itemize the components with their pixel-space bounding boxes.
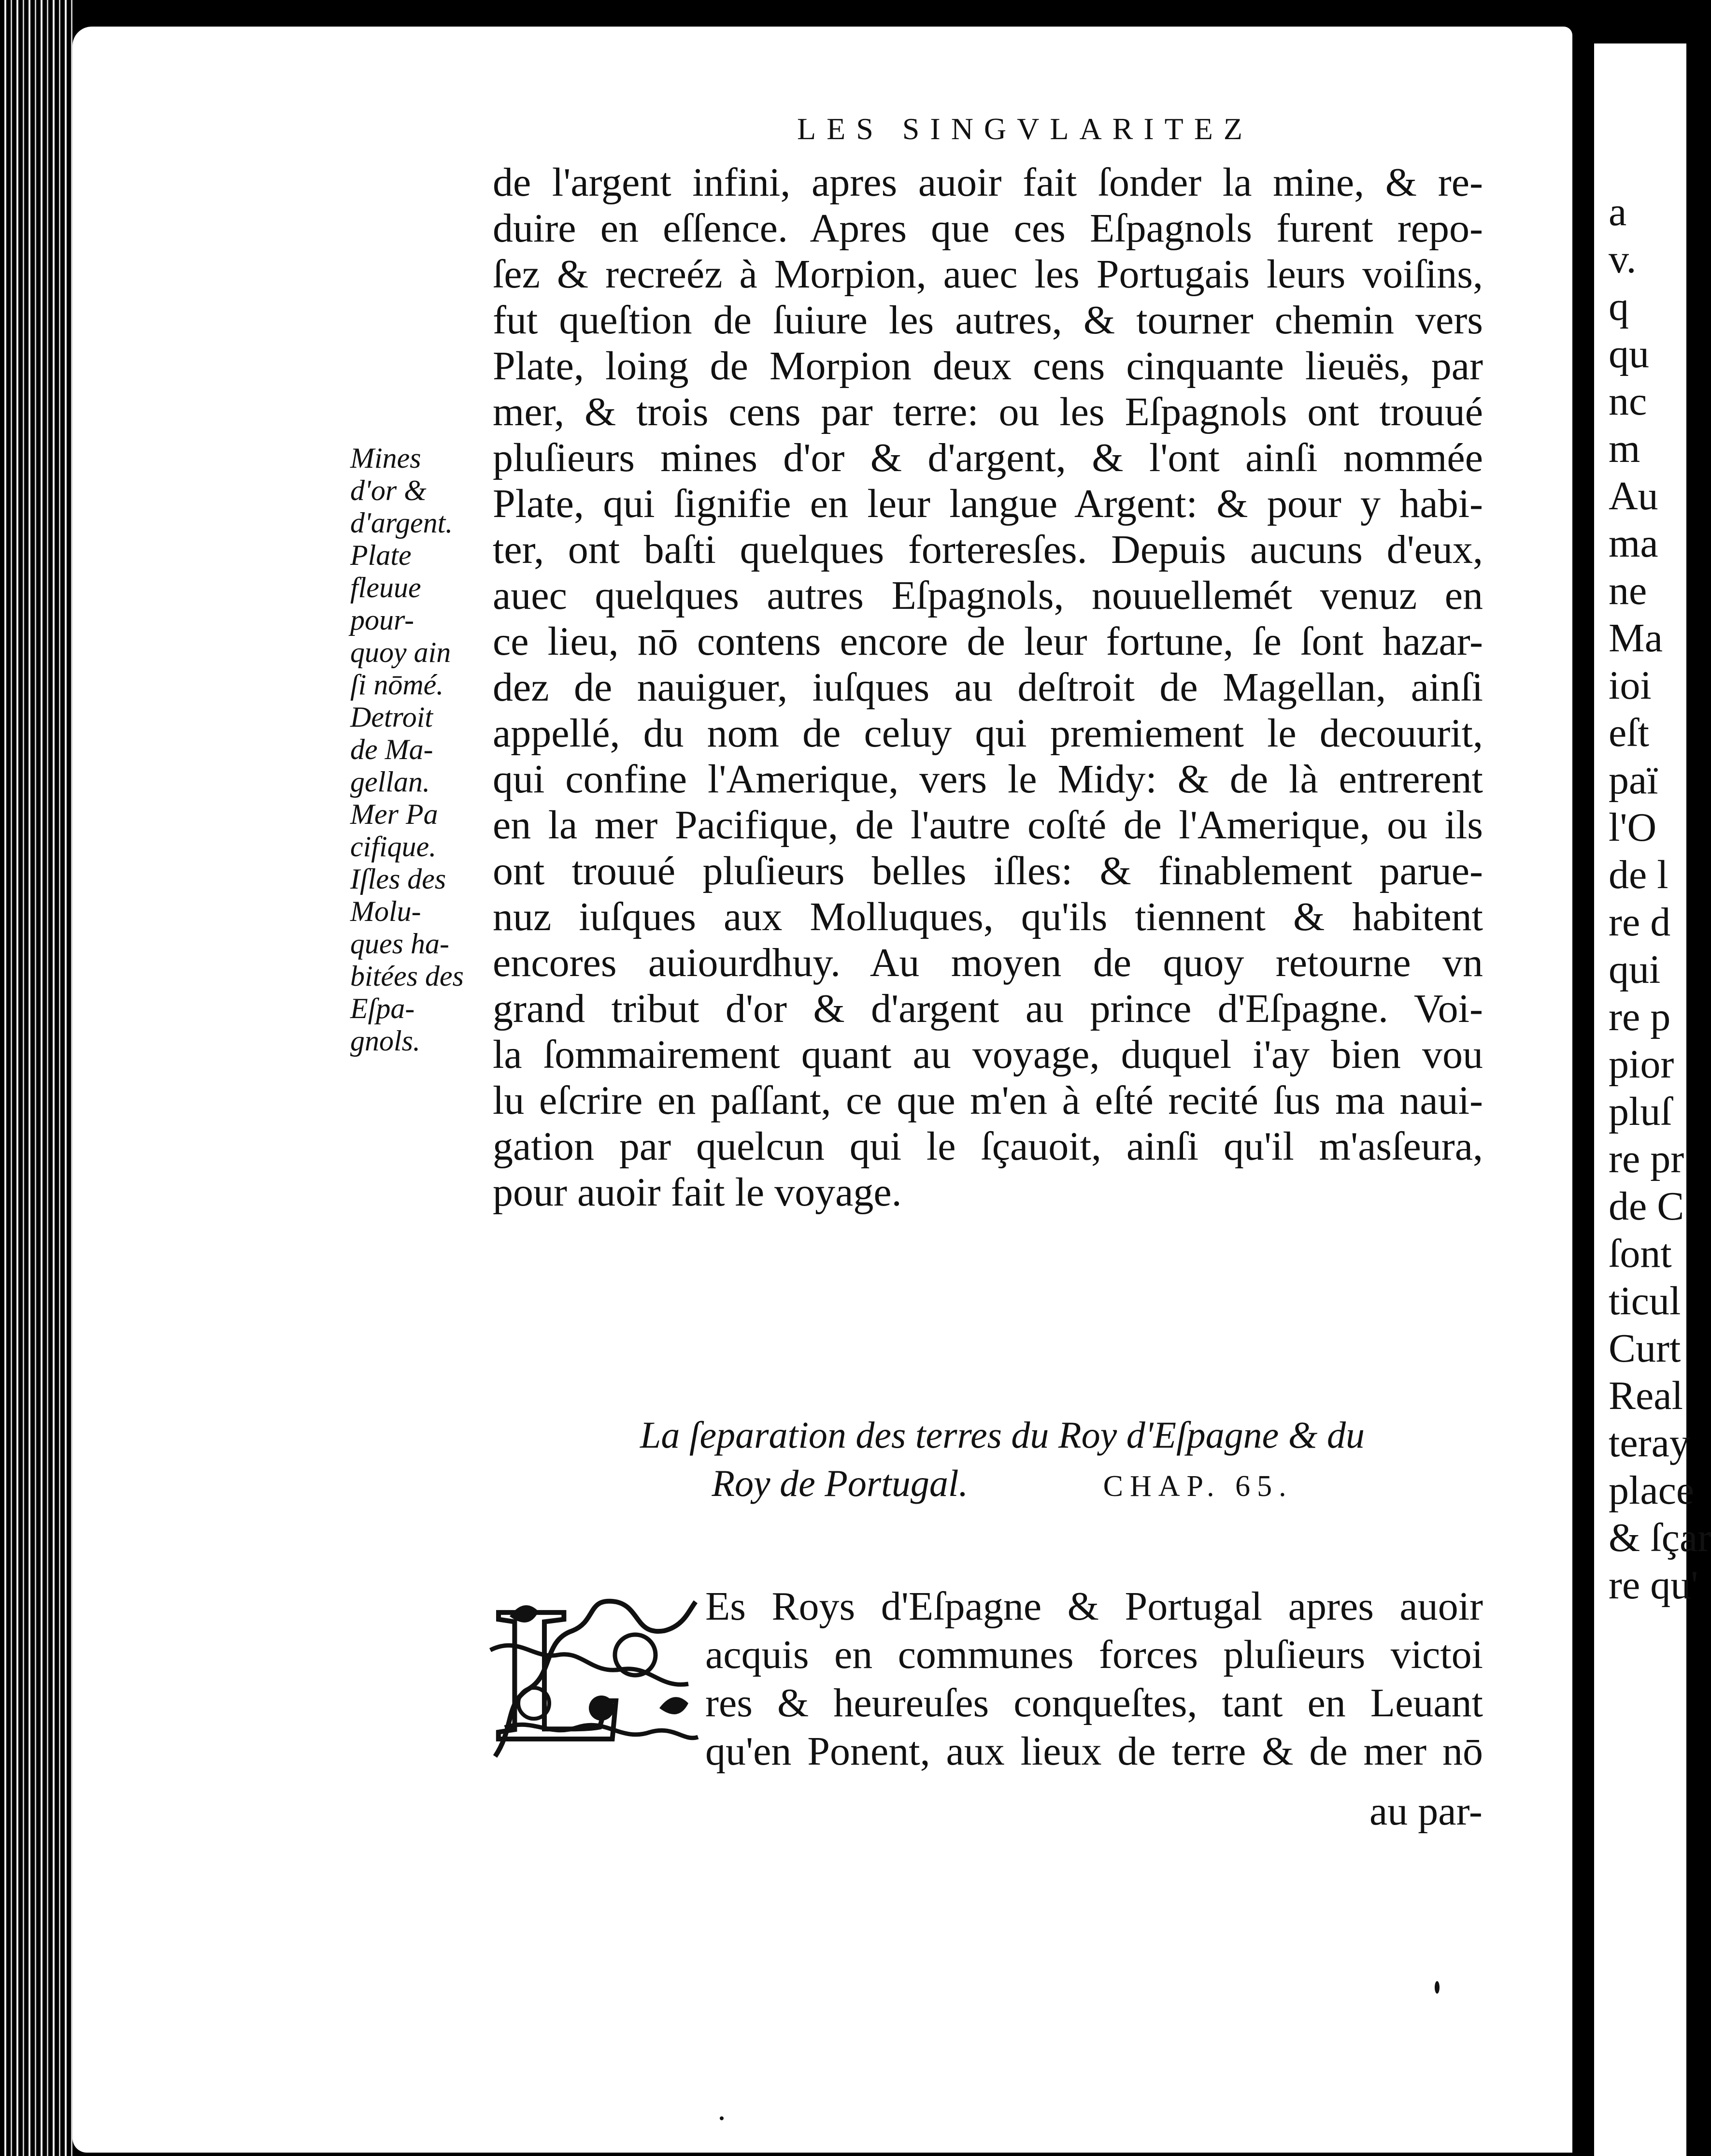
fragment-line: Real xyxy=(1609,1373,1683,1418)
fragment-line: Ma xyxy=(1609,616,1663,661)
right-page-text xyxy=(1594,43,1711,1609)
fragment-line: place xyxy=(1609,1468,1695,1513)
fragment-line: eſt xyxy=(1609,710,1649,755)
fragment-line: qu xyxy=(1609,331,1649,376)
text-line: ce lieu, nō contens encore de leur fortune, ſe ſont hazar- xyxy=(493,619,1483,664)
fragment-line: paï xyxy=(1609,758,1658,803)
fragment-line: a xyxy=(1609,189,1627,234)
text-line: pour auoir fait le voyage. xyxy=(493,1170,902,1215)
margin-note-line: bitées des xyxy=(350,960,464,992)
margin-note-line: cifique. xyxy=(350,831,437,862)
fragment-line: re qu' xyxy=(1609,1563,1698,1608)
margin-note-line: de Ma- xyxy=(350,733,433,765)
margin-note-line: Plate xyxy=(350,539,412,571)
text-line: mer, & trois cens par terre: ou les Eſpagnols ont trouué xyxy=(493,389,1483,434)
right-page-edge xyxy=(1594,43,1711,2156)
fragment-line: m xyxy=(1609,426,1640,471)
text-line: qu'en Ponent, aux lieux de terre & de mer nō xyxy=(705,1729,1483,1774)
catchword: au par- xyxy=(1369,1789,1483,1834)
book-gutter xyxy=(0,0,72,2156)
fragment-line: pluſ xyxy=(1609,1089,1672,1134)
margin-note-line: Mines xyxy=(350,442,421,474)
fragment-line: q xyxy=(1609,284,1629,329)
margin-note-line: gnols. xyxy=(350,1025,421,1057)
text-line: la ſommairement quant au voyage, duquel i'ay bien vou xyxy=(493,1032,1483,1077)
chapter-number: CHAP. 65. xyxy=(1103,1470,1293,1503)
text-line: lu eſcrire en paſſant, ce que m'en à eſté recité ſus ma naui- xyxy=(493,1078,1483,1123)
text-line: Plate, qui ſignifie en leur langue Argent: & pour y habi- xyxy=(493,481,1483,526)
margin-note-line: Iſles des xyxy=(350,863,446,895)
margin-note-line: Molu- xyxy=(350,895,421,927)
margin-notes xyxy=(350,442,490,1057)
fragment-line: ticul xyxy=(1609,1279,1681,1323)
text-line: ont trouué pluſieurs belles iſles: & finablement parue- xyxy=(493,848,1483,893)
text-line: ſez & recreéz à Morpion, auec les Portugais leurs voiſins, xyxy=(493,252,1483,297)
text-line: acquis en communes forces pluſieurs victoi xyxy=(705,1632,1483,1677)
fragment-line: Au xyxy=(1609,474,1658,518)
margin-note-line: gellan. xyxy=(350,766,430,798)
main-text xyxy=(493,159,1483,1215)
text-line: en la mer Pacifique, de l'autre coſté de l'Amerique, ou ils xyxy=(493,803,1483,848)
text-line: appellé, du nom de celuy qui premiement le decouurit, xyxy=(493,711,1483,756)
text-line: res & heureuſes conqueſtes, tant en Leuant xyxy=(705,1681,1483,1725)
text-line: qui confine l'Amerique, vers le Midy: & de là entrerent xyxy=(493,757,1483,802)
fragment-line: qui xyxy=(1609,947,1661,992)
margin-note-line: d'or & xyxy=(350,474,427,506)
fragment-line: v. xyxy=(1609,237,1637,282)
text-line: fut queſtion de ſuiure les autres, & tourner chemin vers xyxy=(493,298,1483,343)
margin-note-line: d'argent. xyxy=(350,507,453,539)
text-line: nuz iuſques aux Molluques, qu'ils tiennent & habitent xyxy=(493,894,1483,939)
fragment-line: de l xyxy=(1609,852,1668,897)
fragment-line: teray xyxy=(1609,1421,1690,1466)
fragment-line: l'O xyxy=(1609,805,1657,850)
margin-note-line: Detroit xyxy=(350,701,433,733)
chapter-title-line-2: Roy de Portugal. xyxy=(712,1462,969,1504)
text-line: dez de nauiguer, iuſques au deſtroit de Magellan, ainſi xyxy=(493,665,1483,710)
chapter-title-line-1: La ſeparation des terres du Roy d'Eſpagne & du xyxy=(640,1414,1365,1456)
fragment-line: pior xyxy=(1609,1042,1674,1087)
dropcap-letter: L xyxy=(495,1567,624,1781)
ink-spot xyxy=(1435,1981,1440,1994)
ink-spot xyxy=(720,2116,724,2120)
margin-note-line: ſi nōmé. xyxy=(350,669,444,701)
fragment-line: ne xyxy=(1609,568,1647,613)
fragment-line: Curt xyxy=(1609,1326,1681,1371)
fragment-line: nc xyxy=(1609,379,1647,424)
margin-note-line: Eſpa- xyxy=(350,992,415,1024)
margin-note-line: Mer Pa xyxy=(350,798,438,830)
fragment-line: re d xyxy=(1609,900,1671,945)
text-line: de l'argent infini, apres auoir fait ſonder la mine, & re- xyxy=(493,160,1483,205)
text-line: gation par quelcun qui le ſçauoit, ainſi qu'il m'asſeura, xyxy=(493,1124,1483,1169)
text-line: ter, ont baſti quelques forteresſes. Depuis aucuns d'eux, xyxy=(493,527,1483,572)
chapter-text xyxy=(705,1582,1483,1776)
text-line: encores auiourdhuy. Au moyen de quoy retourne vn xyxy=(493,940,1483,985)
margin-note-line: fleuue xyxy=(350,572,421,604)
text-line: grand tribut d'or & d'argent au prince d'Eſpagne. Voi- xyxy=(493,986,1483,1031)
fragment-line: ioi xyxy=(1609,663,1652,708)
margin-note-line: pour- xyxy=(350,604,414,636)
running-head: LES SINGVLARITEZ xyxy=(797,112,1253,146)
ornamental-initial xyxy=(476,1567,703,1781)
text-line: duire en eſſence. Apres que ces Eſpagnols furent repo- xyxy=(493,206,1483,251)
margin-note-line: quoy ain xyxy=(350,636,451,668)
fragment-line: & ſçar xyxy=(1609,1515,1711,1560)
fragment-line: ma xyxy=(1609,521,1658,566)
text-line: Plate, loing de Morpion deux cens cinquante lieuës, par xyxy=(493,344,1483,388)
fragment-line: re pr xyxy=(1609,1136,1684,1181)
text-line: pluſieurs mines d'or & d'argent, & l'ont ainſi nommée xyxy=(493,435,1483,480)
text-line: Es Roys d'Eſpagne & Portugal apres auoir xyxy=(705,1584,1483,1629)
text-line: auec quelques autres Eſpagnols, nouuellemét venuz en xyxy=(493,573,1483,618)
margin-note-line: ques ha- xyxy=(350,928,449,960)
fragment-line: re p xyxy=(1609,994,1671,1039)
chapter-heading xyxy=(531,1411,1473,1508)
fragment-line: de C xyxy=(1609,1184,1684,1229)
fragment-line: ſont xyxy=(1609,1231,1672,1276)
